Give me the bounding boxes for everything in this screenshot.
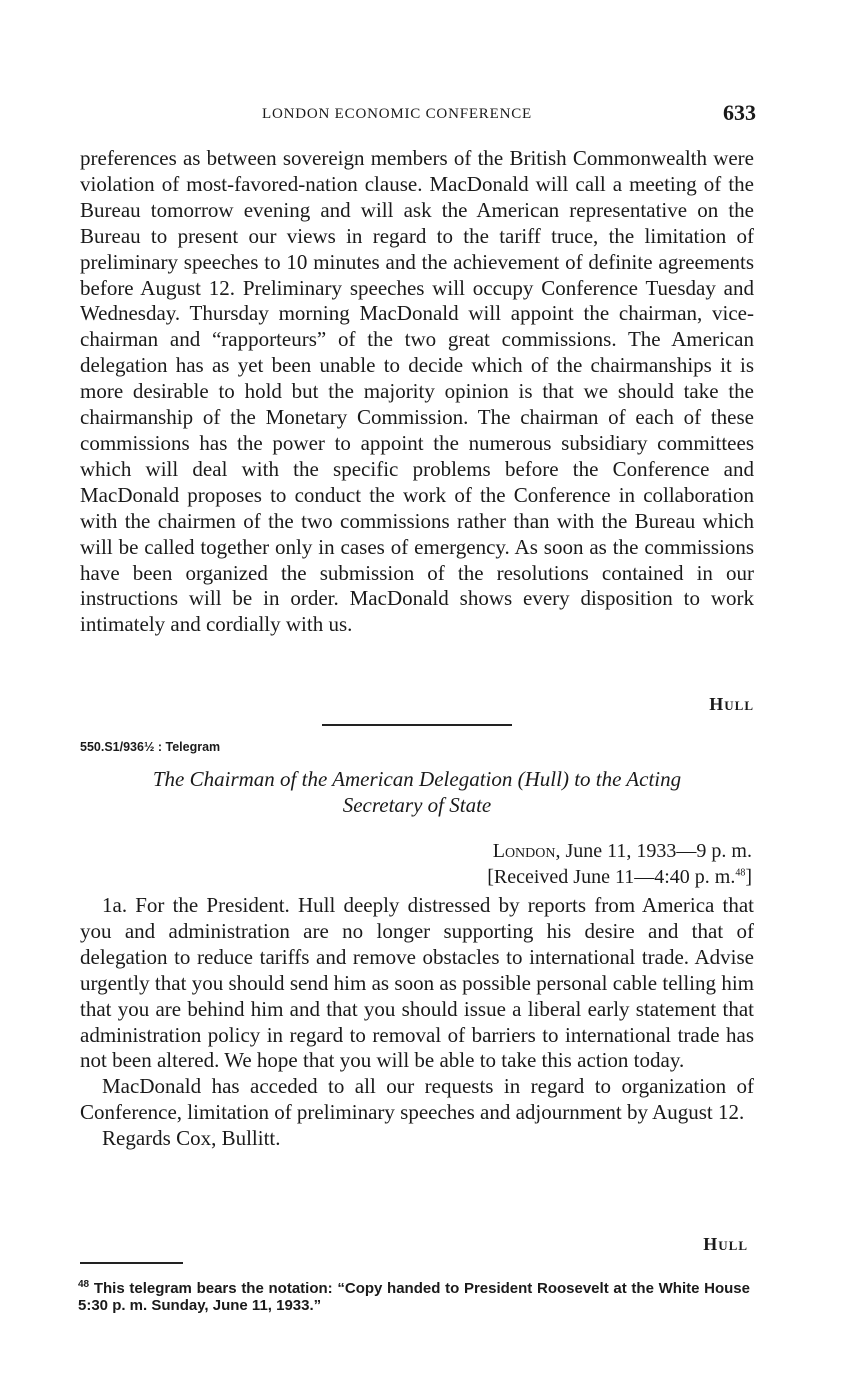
- dateline-date: , June 11, 1933—9 p. m.: [555, 840, 752, 862]
- telegram-paragraph-1: 1a. For the President. Hull deeply distressed by reports from America that you and administration are no longer supporting his desire and that of delegation to reduce tariffs and remove obstacles to international trade. Advise urgently that you should send him as soon as possible personal cable telling him that you are behind him and that you should issue a liberal early statement that administration policy in regard to removal of barriers to international trade has not been altered. We hope that you will be able to take this action today.: [80, 893, 754, 1073]
- document-title-line-2: Secretary of State: [342, 793, 492, 817]
- signature-hull-1: Hull: [709, 694, 754, 714]
- continuation-paragraph: preferences as between sovereign members of the British Commonwealth were violation of most-favored-nation clause. MacDonald will call a meeting of the Bureau tomorrow evening and will ask the American representative on the Bureau to present our views in regard to the tariff truce, the limitation of preliminary speeches to 10 minutes and the achievement of definite agreements before August 12. Preliminary speeches will occupy Conference Tuesday and Wednesday. Thursday morning MacDonald will appoint the chairman, vice-chairman and “rapporteurs” of the two great commissions. The American delegation has as yet been unable to decide which of the chairmanships it is more desirable to hold but the majority opinion is that we should take the chairmanship of the Monetary Commission. The chairman of each of these commissions has the power to appoint the numerous subsidiary committees which will deal with the specific problems before the Conference and MacDonald proposes to conduct the work of the Conference in collaboration with the chairmen of the two commissions rather than with the Bureau which will be called together only in cases of emergency. As soon as the commissions have been organized the submission of the resolutions contained in our instructions will be in order. MacDonald shows every disposition to work intimately and cordially with us.: [80, 146, 754, 637]
- received-close: ]: [745, 866, 752, 888]
- telegram-paragraph-3: Regards Cox, Bullitt.: [102, 1126, 281, 1151]
- telegram-paragraph-2: MacDonald has acceded to all our requests in regard to organization of Conference, limitation of preliminary speeches and adjournment by August 12.: [80, 1074, 754, 1125]
- section-divider: [322, 724, 512, 726]
- file-reference: 550.S1/936½ : Telegram: [80, 740, 221, 754]
- received-line: [487, 866, 752, 889]
- footnote-text: This telegram bears the notation: “Copy handed to President Roosevelt at the White House 5:30 p. m. Sunday, June 11, 1933.”: [78, 1280, 750, 1314]
- page-header: [80, 102, 756, 130]
- footnote-number: 48: [78, 1279, 90, 1290]
- document-title: [80, 766, 754, 818]
- telegram-body: [80, 893, 754, 1152]
- running-head: LONDON ECONOMIC CONFERENCE: [262, 106, 532, 122]
- received-text: [Received June 11—4:40 p. m.: [487, 866, 736, 888]
- footnote-divider: [80, 1262, 183, 1264]
- signature-hull-2: Hull: [703, 1234, 748, 1254]
- page-number: 633: [723, 100, 756, 125]
- footnote-ref: 48: [735, 867, 746, 879]
- footnote: [78, 1280, 750, 1314]
- document-title-line-1: The Chairman of the American Delegation (Hull) to the Acting: [152, 767, 682, 791]
- dateline-place: London: [492, 840, 556, 862]
- dateline: [493, 840, 752, 863]
- continuation-text: [80, 146, 754, 638]
